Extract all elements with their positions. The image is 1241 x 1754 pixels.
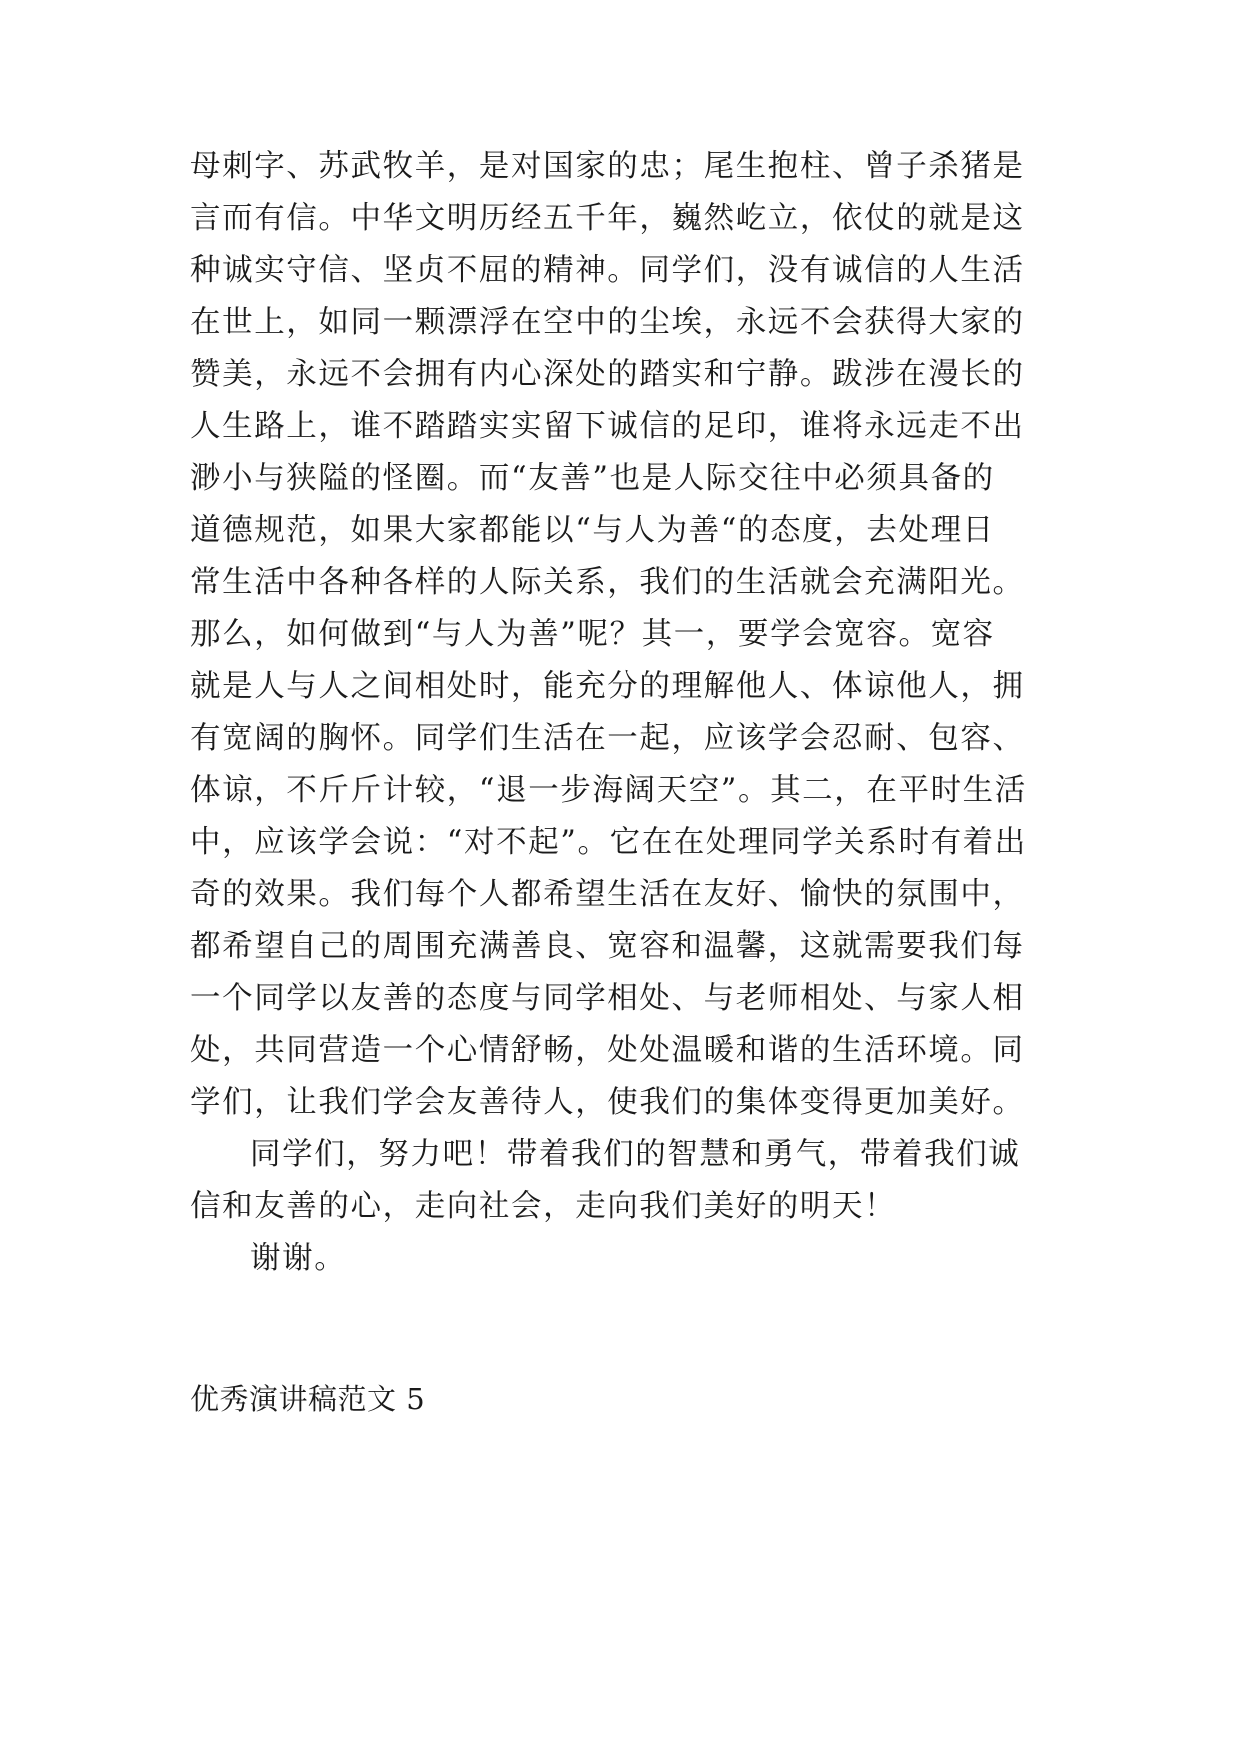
paragraph-line: 都希望自己的周围充满善良、宽容和温馨，这就需要我们每: [190, 929, 1025, 964]
paragraph-line: 有宽阔的胸怀。同学们生活在一起，应该学会忍耐、包容、: [190, 721, 1025, 756]
paragraph-line: 人生路上，谁不踏踏实实留下诚信的足印，谁将永远走不出: [190, 409, 1025, 444]
paragraph-line: 常生活中各种各样的人际关系，我们的生活就会充满阳光。: [190, 565, 1025, 600]
paragraph-line: 学们，让我们学会友善待人，使我们的集体变得更加美好。: [190, 1085, 1025, 1120]
paragraph-line: 处，共同营造一个心情舒畅，处处温暖和谐的生活环境。同: [190, 1033, 1025, 1068]
paragraph-line: 体谅，不斤斤计较，“退一步海阔天空”。其二，在平时生活: [190, 773, 1027, 808]
paragraph-line: 就是人与人之间相处时，能充分的理解他人、体谅他人，拥: [190, 669, 1025, 704]
closing-line: 信和友善的心，走向社会，走向我们美好的明天！: [190, 1189, 897, 1224]
paragraph-line: 母刺字、苏武牧羊，是对国家的忠；尾生抱柱、曾子杀猪是: [190, 149, 1025, 184]
paragraph-line: 在世上，如同一颗漂浮在空中的尘埃，永远不会获得大家的: [190, 305, 1025, 340]
closing-line: 同学们，努力吧！带着我们的智慧和勇气，带着我们诚: [250, 1137, 1021, 1172]
paragraph-line: 种诚实守信、坚贞不屈的精神。同学们，没有诚信的人生活: [190, 253, 1025, 288]
paragraph-line: 赞美，永远不会拥有内心深处的踏实和宁静。跋涉在漫长的: [190, 357, 1025, 392]
paragraph-line: 一个同学以友善的态度与同学相处、与老师相处、与家人相: [190, 981, 1025, 1016]
next-section-heading: 优秀演讲稿范文 5: [190, 1382, 426, 1416]
paragraph-line: 那么，如何做到“与人为善”呢？其一，要学会宽容。宽容: [190, 617, 995, 652]
paragraph-line: 道德规范，如果大家都能以“与人为善“的态度，去处理日: [190, 513, 995, 548]
paragraph-line: 奇的效果。我们每个人都希望生活在友好、愉快的氛围中，: [190, 877, 1025, 912]
paragraph-line: 言而有信。中华文明历经五千年，巍然屹立，依仗的就是这: [190, 201, 1025, 236]
thanks-line: 谢谢。: [250, 1241, 347, 1276]
paragraph-line: 渺小与狭隘的怪圈。而“友善”也是人际交往中必须具备的: [190, 461, 995, 496]
paragraph-line: 中，应该学会说：“对不起”。它在在处理同学关系时有着出: [190, 825, 1027, 860]
